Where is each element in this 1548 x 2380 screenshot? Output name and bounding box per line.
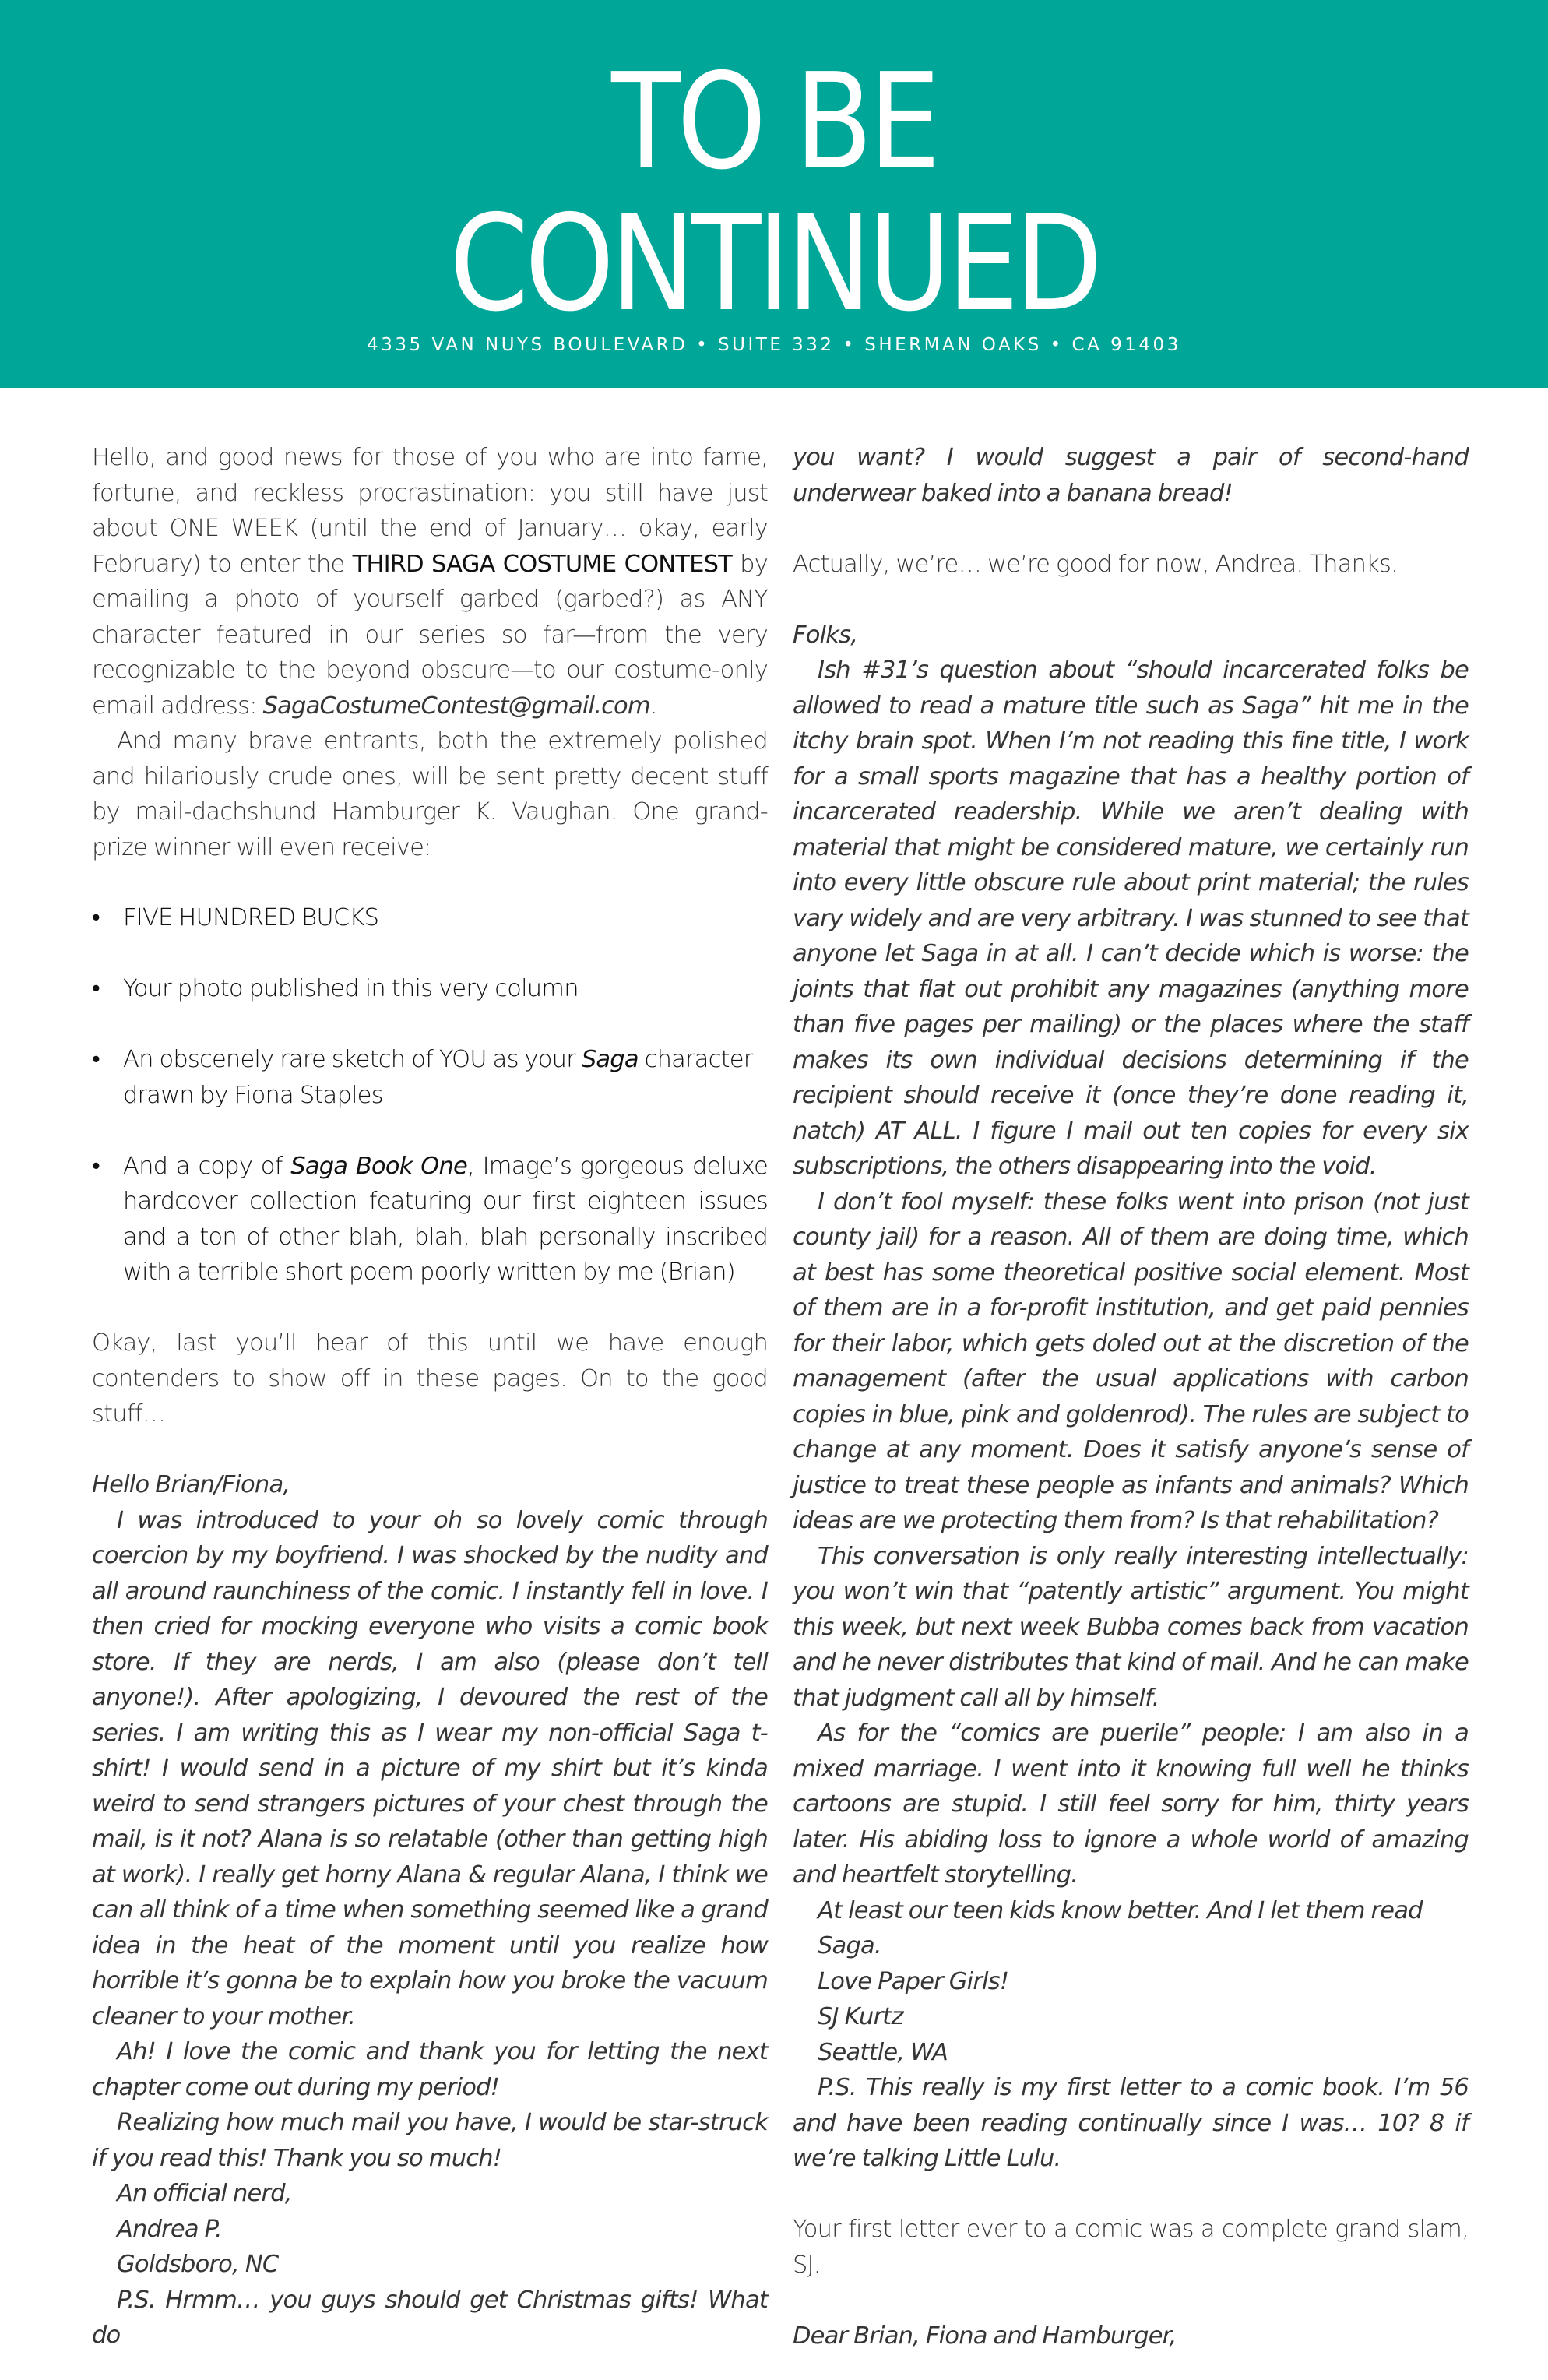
letter-sj-kurtz: [793, 618, 1469, 2177]
letter-postscript: P.S. This really is my first letter to a comic book. I’m 56 and have been reading continually since I was… 10? 8 if we’re talking Little Lulu.: [793, 2074, 1469, 2172]
prize-text-b: , Image’s gorgeous deluxe hardcover collection featuring our first eighteen issues and a ton of other blah, blah, blah personally inscribed with a terrible short poem poorly written by me (Brian): [123, 1152, 768, 1286]
contest-email: SagaCostumeContest@gmail.com: [262, 692, 650, 720]
letter-paragraph: I was introduced to your oh so lovely comic through coercion by my boyfriend. I was shocked by the nudity and all around raunchiness of the comic. I instantly fell in love. I then cried for mocking everyone who visits a comic book store. If they are nerds, I am also (please don’t tell anyone!). After apologizing, I devoured the rest of the series. I am writing this as I wear my non-official Saga t-shirt! I would send in a picture of my shirt but it’s kinda weird to send strangers pictures of your chest through the mail, is it not? Alana is so relatable (other than getting high at work). I really get horny Alana & regular Alana, I think we can all think of a time when something seemed like a grand idea in the heat of the moment until you realize how horrible it’s gonna be to explain how you broke the vacuum cleaner to your mother.: [92, 1506, 768, 2030]
letter-greeting: Dear Brian, Fiona and Hamburger,: [793, 2322, 1177, 2350]
bullet-icon: •: [92, 1046, 100, 1073]
left-column: [92, 440, 768, 2354]
letter-andrea: [92, 1467, 768, 2354]
bullet-icon: •: [92, 904, 100, 931]
letter-location: Seattle, WA: [818, 2038, 948, 2066]
prize-saga-title: Saga: [581, 1046, 639, 1073]
prize-book-title: Saga Book One: [290, 1152, 468, 1180]
letter-signoff: Love Paper Girls!: [818, 1967, 1009, 1995]
letter-postscript: P.S. Hrmm… you guys should get Christmas gifts! What do: [92, 2286, 768, 2349]
prize-list: [92, 900, 768, 1290]
postscript-continued: you want? I would suggest a pair of second-hand underwear baked into a banana bread!: [793, 444, 1469, 507]
intro-text-end: .: [649, 692, 657, 720]
editor-reply: Your first letter ever to a comic was a complete grand slam, SJ.: [793, 2216, 1469, 2279]
letter-author: SJ Kurtz: [818, 2003, 903, 2030]
letter-greeting: Folks,: [793, 621, 858, 649]
header-banner: [0, 0, 1548, 388]
intro-paragraph: [92, 440, 768, 724]
letter-greeting: Hello Brian/Fiona,: [92, 1471, 290, 1498]
letter-paragraph: Realizing how much mail you have, I would be star-struck if you read this! Thank you so much!: [92, 2109, 768, 2172]
bullet-icon: •: [92, 1152, 100, 1180]
prize-item: [92, 900, 768, 936]
prize-item: [92, 1042, 768, 1113]
prize-text-b: character drawn by Fiona Staples: [123, 1046, 753, 1109]
letter-location: Goldsboro, NC: [117, 2251, 279, 2278]
editor-reply: Actually, we’re… we’re good for now, Andrea. Thanks.: [793, 550, 1398, 578]
letter-paragraph: Ah! I love the comic and thank you for letting the next chapter come out during my period!: [92, 2038, 768, 2101]
letter-signoff: An official nerd,: [117, 2180, 292, 2207]
prize-text: Your photo published in this very column: [123, 975, 579, 1002]
letter-paragraph: Ish #31’s question about “should incarcerated folks be allowed to read a mature title such as Saga” hit me in the itchy brain spot. When I’m not reading this fine title, I work for a small sports magazine that has a healthy portion of incarcerated readership. While we aren’t dealing with material that might be considered mature, we certainly run into every little obscure rule about print material; the rules vary widely and are very arbitrary. I was stunned to see that anyone let Saga in at all. I can’t decide which is worse: the joints that flat out prohibit any magazines (anything more than five pages per mailing) or the places where the staff makes its own individual decisions determining if the recipient should receive it (once they’re done reading it, natch) AT ALL. I figure I mail out ten copies for every six subscriptions, the others disappearing into the void.: [793, 657, 1469, 1180]
letter-author: Andrea P.: [117, 2215, 222, 2243]
letter-paragraph: At least our teen kids know better. And I let them read Saga.: [818, 1896, 1423, 1959]
title-line-2: CONTINUED: [449, 187, 1099, 341]
right-column: [793, 440, 1469, 2354]
prize-item: [92, 1149, 768, 1290]
bullet-icon: •: [92, 975, 100, 1002]
entrants-paragraph: And many brave entrants, both the extremely polished and hilariously crude ones, will be sent pretty decent stuff by mail-dachshund Hamburger K. Vaughan. One grand-prize winner will even receive:: [92, 727, 768, 861]
title-line-1: TO BE: [611, 45, 937, 199]
letter-paragraph: This conversation is only really interesting intellectually: you won’t win that “patently artistic” argument. You might this week, but next week Bubba comes back from vacation and he never distributes that kind of mail. And he can make that judgment call all by himself.: [793, 1542, 1469, 1712]
transition-paragraph: Okay, last you’ll hear of this until we have enough contenders to show off in these pages. On to the good stuff…: [92, 1329, 768, 1428]
prize-text: FIVE HUNDRED BUCKS: [123, 904, 379, 931]
intro-text-a: Hello, and good news for those of you who are into fame, fortune, and reckless procrastination: you still have just about ONE WEEK (until the end of January… okay, early February) to enter the: [92, 444, 768, 578]
letter-paragraph: As for the “comics are puerile” people: I am also in a mixed marriage. I went into it knowing full well he thinks cartoons are stupid. I still feel sorry for him, thirty years later. His abiding loss to ignore a whole world of amazing and heartfelt storytelling.: [793, 1720, 1469, 1889]
prize-item: [92, 971, 768, 1007]
page-title: [108, 0, 1440, 341]
mailing-address: 4335 VAN NUYS BOULEVARD • SUITE 332 • SHERMAN OAKS • CA 91403: [367, 335, 1181, 355]
prize-text-a: And a copy of: [123, 1152, 291, 1180]
prize-text-a: An obscenely rare sketch of YOU as your: [123, 1046, 582, 1073]
intro-text-b: by emailing a photo of yourself garbed (garbed?) as ANY character featured in our series so far—from the very recognizable to the beyond obscure—to our costume-only email address:: [92, 550, 768, 720]
letter-paragraph: I don’t fool myself: these folks went into prison (not just county jail) for a reason. All of them are doing time, which at best has some theoretical positive social element. Most of them are in a for-profit institution, and get paid pennies for their labor, which gets doled out at the discretion of the management (after the usual applications with carbon copies in blue, pink and goldenrod). The rules are subject to change at any moment. Does it satisfy anyone’s sense of justice to treat these people as infants and animals? Which ideas are we protecting them from? Is that rehabilitation?: [793, 1188, 1469, 1534]
contest-name: THIRD SAGA COSTUME CONTEST: [352, 550, 732, 578]
